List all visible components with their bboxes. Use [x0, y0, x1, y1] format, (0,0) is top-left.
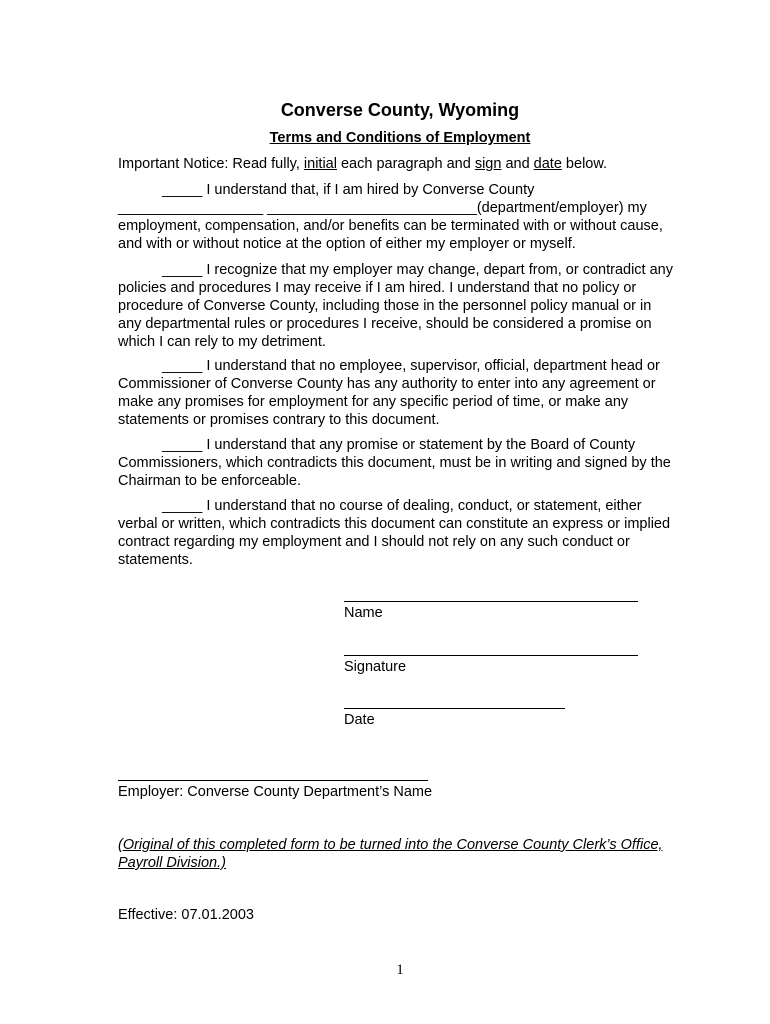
signature-line[interactable]	[344, 655, 638, 656]
paragraph-1	[118, 181, 683, 253]
name-line[interactable]	[344, 601, 638, 602]
paragraph-5	[118, 497, 683, 569]
paragraph-line: _____ I understand that any promise or statement by the Board of County	[162, 437, 636, 453]
notice-initial: initial	[303, 156, 337, 172]
employer-label: Employer: Converse County Department’s Name	[118, 784, 433, 800]
paragraph-line: _____ I understand that, if I am hired by Converse County	[162, 182, 535, 198]
paragraph-line: any departmental rules or procedures I receive, should be considered a promise on	[118, 316, 652, 332]
date-line[interactable]	[344, 708, 565, 709]
notice-prefix: Important Notice: Read fully,	[118, 156, 304, 172]
paragraph-4	[118, 436, 683, 490]
paragraph-line: employment, compensation, and/or benefits can be terminated with or without cause,	[118, 218, 663, 234]
employer-line[interactable]	[118, 780, 428, 781]
paragraph-line: Chairman to be enforceable.	[118, 473, 301, 489]
paragraph-line: statements.	[118, 552, 193, 568]
paragraph-line: and with or without notice at the option of either my employer or myself.	[118, 236, 576, 252]
signature-label: Signature	[344, 659, 407, 675]
paragraph-line: statements or promises contrary to this document.	[118, 412, 440, 428]
important-notice	[118, 155, 678, 173]
document-title: Converse County, Wyoming	[280, 100, 520, 120]
paragraph-line: _____ I understand that no employee, supervisor, official, department head or	[162, 358, 660, 374]
date-label: Date	[344, 712, 375, 728]
name-label: Name	[344, 605, 383, 621]
paragraph-line: contract regarding my employment and I should not rely on any such conduct or	[118, 534, 630, 550]
document-subtitle: Terms and Conditions of Employment	[269, 130, 531, 146]
paragraph-2	[118, 261, 683, 351]
paragraph-3	[118, 357, 683, 429]
notice-suffix: below.	[561, 156, 608, 172]
paragraph-line: verbal or written, which contradicts this document can constitute an express or implied	[118, 516, 671, 532]
paragraph-line: _____ I understand that no course of dealing, conduct, or statement, either	[162, 498, 642, 514]
notice-mid1: each paragraph and	[336, 156, 475, 172]
page-number: 1	[396, 962, 404, 978]
paragraph-line: _____ I recognize that my employer may change, depart from, or contradict any	[162, 262, 673, 278]
paragraph-line: make any promises for employment for any specific period of time, or make any	[118, 394, 629, 410]
paragraph-line: Commissioner of Converse County has any authority to enter into any agreement or	[118, 376, 656, 392]
notice-sign: sign	[474, 156, 502, 172]
paragraph-line: __________________ __________________________(department/employer) my	[118, 200, 647, 216]
paragraph-line: which I can rely to my detriment.	[118, 334, 326, 350]
submission-note: (Original of this completed form to be turned into the Converse County Clerk’s Office, Payroll Division.)	[118, 837, 663, 871]
notice-date: date	[533, 156, 562, 172]
effective-date: Effective: 07.01.2003	[118, 907, 254, 923]
paragraph-line: policies and procedures I may receive if I am hired. I understand that no policy or	[118, 280, 637, 296]
notice-mid2: and	[501, 156, 534, 172]
paragraph-line: procedure of Converse County, including those in the personnel policy manual or in	[118, 298, 652, 314]
paragraph-line: Commissioners, which contradicts this document, must be in writing and signed by the	[118, 455, 671, 471]
